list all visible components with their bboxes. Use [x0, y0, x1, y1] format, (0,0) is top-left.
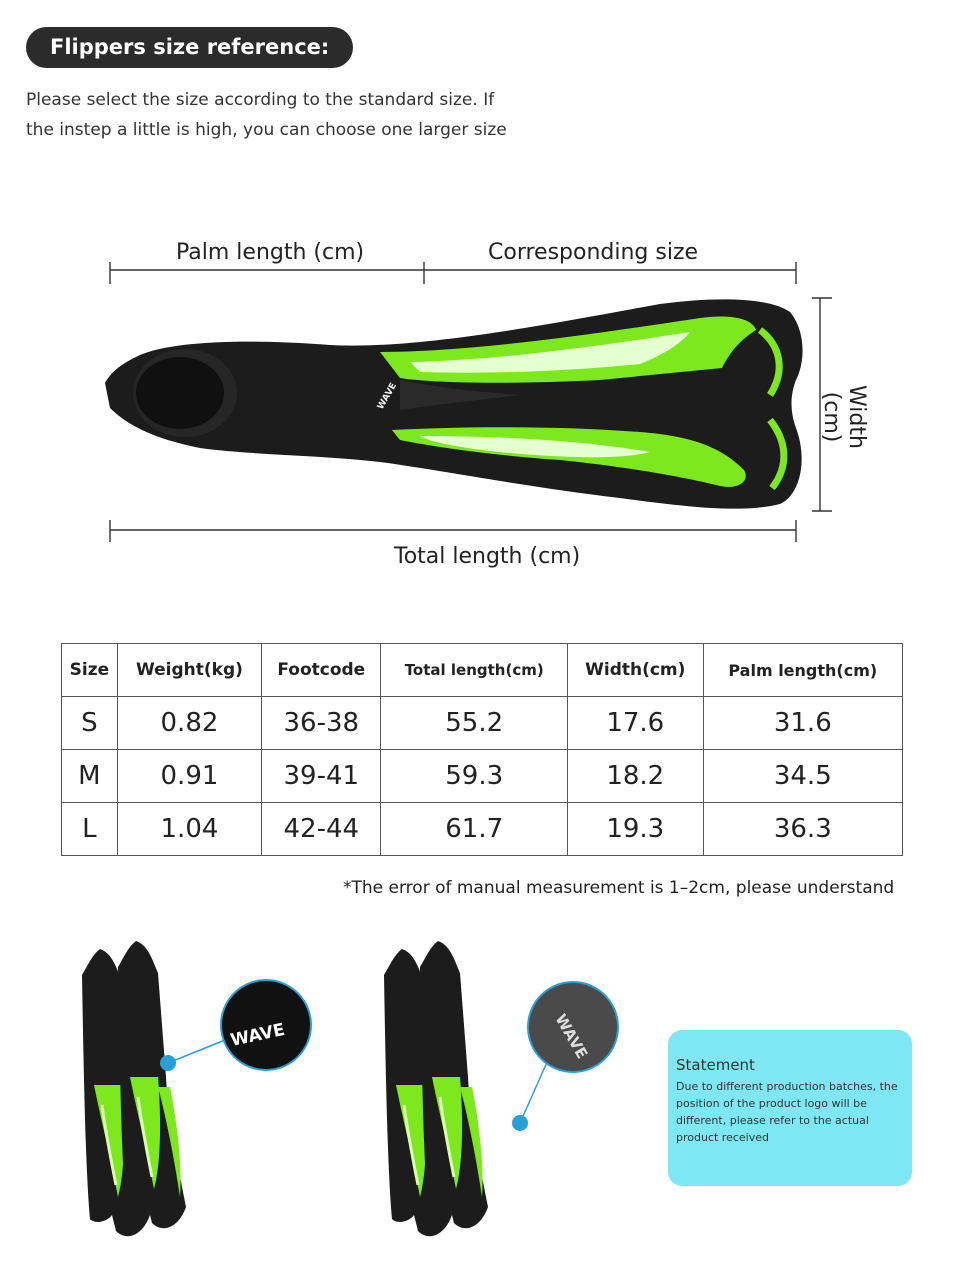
statement-body: Due to different production batches, the position of the product logo will be different, please refer to the actual product received	[676, 1080, 898, 1144]
size-table	[61, 643, 903, 856]
table-cell: M	[62, 750, 118, 803]
col-header-footcode: Footcode	[262, 644, 381, 697]
table-cell: 34.5	[703, 750, 902, 803]
col-header-width: Width(cm)	[567, 644, 703, 697]
table-cell: S	[62, 697, 118, 750]
intro-line-1: Please select the size according to the standard size. If	[26, 90, 495, 110]
table-cell: 42-44	[262, 803, 381, 856]
corresponding-size-label: Corresponding size	[488, 240, 699, 265]
table-row	[62, 803, 903, 856]
table-cell: 36-38	[262, 697, 381, 750]
table-cell: L	[62, 803, 118, 856]
table-cell: 61.7	[381, 803, 567, 856]
table-cell: 31.6	[703, 697, 902, 750]
zoom-dot-right	[512, 1115, 528, 1131]
zoom-dot-left	[160, 1055, 176, 1071]
total-length-label: Total length (cm)	[394, 544, 581, 569]
table-row	[62, 750, 903, 803]
table-cell: 36.3	[703, 803, 902, 856]
measurement-note: *The error of manual measurement is 1–2cm, please understand	[343, 878, 895, 898]
table-cell: 59.3	[381, 750, 567, 803]
table-cell: 0.82	[117, 697, 261, 750]
col-header-palm-length: Palm length(cm)	[703, 644, 902, 697]
table-cell: 0.91	[117, 750, 261, 803]
table-row	[62, 697, 903, 750]
section-title: Flippers size reference:	[26, 27, 353, 68]
col-header-weight: Weight(kg)	[117, 644, 261, 697]
product-photo-left	[82, 941, 186, 1236]
palm-dimension-line	[110, 262, 796, 284]
zoom-logo-left: WAVE	[228, 1019, 287, 1051]
table-cell: 1.04	[117, 803, 261, 856]
col-header-total-length: Total length(cm)	[381, 644, 567, 697]
fin-illustration	[105, 299, 803, 508]
brand-logo: WAVE	[375, 381, 400, 412]
zoom-connector-left	[168, 1040, 225, 1063]
table-header-row	[62, 644, 903, 697]
col-header-size: Size	[62, 644, 118, 697]
zoom-connector-right	[520, 1060, 548, 1123]
width-label: Width (cm)	[819, 385, 869, 449]
zoom-logo-right: WAVE	[551, 1011, 592, 1062]
table-cell: 39-41	[262, 750, 381, 803]
statement-title: Statement	[676, 1056, 755, 1074]
table-cell: 17.6	[567, 697, 703, 750]
palm-length-label: Palm length (cm)	[176, 240, 365, 265]
table-cell: 55.2	[381, 697, 567, 750]
product-photo-right	[384, 941, 488, 1236]
table-cell: 19.3	[567, 803, 703, 856]
total-dimension-line	[110, 520, 796, 542]
statement-box	[668, 1030, 912, 1186]
table-cell: 18.2	[567, 750, 703, 803]
intro-line-2: the instep a little is high, you can choose one larger size	[26, 120, 507, 140]
